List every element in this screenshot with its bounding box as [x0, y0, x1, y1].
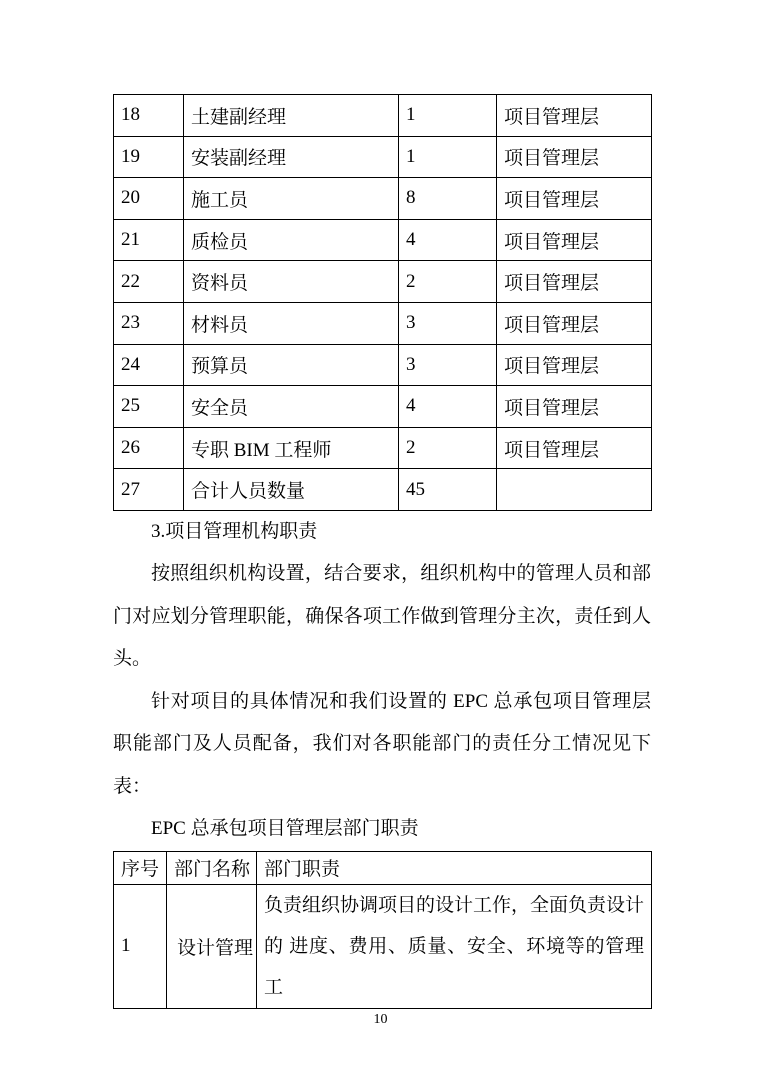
cell-category: 项目管理层 — [497, 219, 652, 261]
header-dept: 部门名称 — [167, 851, 257, 884]
personnel-table — [113, 94, 652, 511]
cell-position: 材料员 — [184, 302, 399, 344]
cell-count: 8 — [399, 178, 497, 220]
cell-count: 1 — [399, 95, 497, 137]
table-title: EPC 总承包项目管理层部门职责 — [151, 818, 419, 840]
cell-category: 项目管理层 — [497, 427, 652, 469]
cell-category: 项目管理层 — [497, 178, 652, 220]
table-row — [114, 95, 652, 137]
table-row — [114, 386, 652, 428]
table-row — [114, 178, 652, 220]
cell-count: 4 — [399, 386, 497, 428]
cell-category: 项目管理层 — [497, 344, 652, 386]
cell-category — [497, 469, 652, 511]
department-duty-table — [113, 851, 652, 1009]
cell-category: 项目管理层 — [497, 302, 652, 344]
table-row — [114, 469, 652, 511]
cell-count: 4 — [399, 219, 497, 261]
cell-position: 质检员 — [184, 219, 399, 261]
cell-duty: 负责组织协调项目的设计工作，全面负责设计的 进度、费用、质量、安全、环境等的管理工 — [257, 884, 652, 1008]
cell-position: 施工员 — [184, 178, 399, 220]
table-row — [114, 136, 652, 178]
section-heading: 3.项目管理机构职责 — [151, 520, 318, 542]
page-number: 10 — [373, 1012, 388, 1027]
cell-count: 3 — [399, 344, 497, 386]
cell-position: 合计人员数量 — [184, 469, 399, 511]
cell-no: 27 — [114, 469, 184, 511]
table-row — [114, 344, 652, 386]
cell-no: 23 — [114, 302, 184, 344]
cell-count: 2 — [399, 427, 497, 469]
cell-no: 20 — [114, 178, 184, 220]
cell-no: 18 — [114, 95, 184, 137]
cell-position: 土建副经理 — [184, 95, 399, 137]
cell-no: 19 — [114, 136, 184, 178]
cell-category: 项目管理层 — [497, 386, 652, 428]
cell-no: 24 — [114, 344, 184, 386]
cell-position: 安全员 — [184, 386, 399, 428]
cell-count: 45 — [399, 469, 497, 511]
cell-no: 22 — [114, 261, 184, 303]
table-row — [114, 261, 652, 303]
header-duty: 部门职责 — [257, 851, 652, 884]
cell-no: 25 — [114, 386, 184, 428]
cell-no: 26 — [114, 427, 184, 469]
cell-dept: 设计管理 — [167, 884, 257, 1008]
cell-position: 安装副经理 — [184, 136, 399, 178]
table-row — [114, 884, 652, 1008]
cell-position: 资料员 — [184, 261, 399, 303]
table-row — [114, 427, 652, 469]
table-row — [114, 302, 652, 344]
cell-position: 预算员 — [184, 344, 399, 386]
cell-no: 21 — [114, 219, 184, 261]
cell-category: 项目管理层 — [497, 95, 652, 137]
body-text — [113, 511, 651, 851]
header-row — [114, 851, 652, 884]
cell-category: 项目管理层 — [497, 261, 652, 303]
cell-count: 3 — [399, 302, 497, 344]
cell-position: 专职 BIM 工程师 — [184, 427, 399, 469]
paragraph: 按照组织机构设置，结合要求，组织机构中的管理人员和部门对应划分管理职能，确保各项工作做到管理分主次，责任到人头。 — [113, 563, 651, 670]
cell-count: 1 — [399, 136, 497, 178]
cell-no: 1 — [114, 884, 167, 1008]
page-content — [113, 94, 651, 1009]
paragraph: 针对项目的具体情况和我们设置的 EPC 总承包项目管理层职能部门及人员配备，我们对各职能部门的责任分工情况见下表： — [113, 690, 651, 797]
cell-category: 项目管理层 — [497, 136, 652, 178]
header-no: 序号 — [114, 851, 167, 884]
table-row — [114, 219, 652, 261]
cell-count: 2 — [399, 261, 497, 303]
